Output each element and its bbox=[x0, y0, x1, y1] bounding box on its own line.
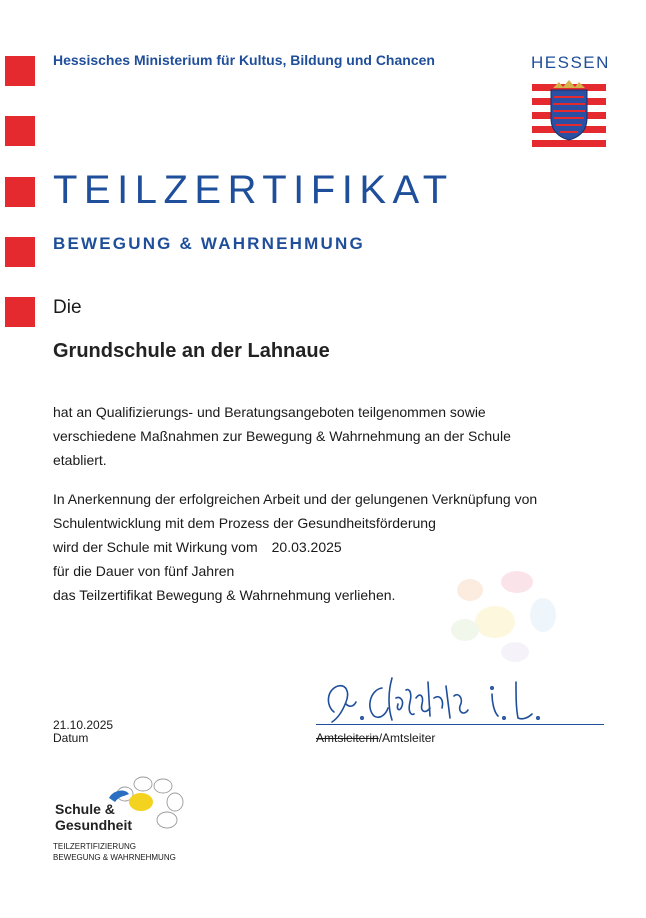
role-separator: / bbox=[378, 731, 383, 745]
decor-square bbox=[5, 237, 35, 267]
decor-square bbox=[5, 56, 35, 86]
state-wordmark: HESSEN bbox=[531, 53, 610, 72]
paragraph-participation bbox=[53, 400, 511, 472]
issue-date: 21.10.2025 bbox=[53, 718, 114, 732]
ministry-name: Hessisches Ministerium für Kultus, Bildung und Chancen bbox=[53, 52, 435, 68]
logo-name-line: Gesundheit bbox=[55, 817, 133, 833]
certificate-title: TEILZERTIFIKAT bbox=[53, 168, 454, 212]
date-label: Datum bbox=[53, 731, 89, 745]
paragraph-line: verschiedene Maßnahmen zur Bewegung & Wahrnehmung an der Schule bbox=[53, 428, 511, 444]
logo-sub-line: BEWEGUNG & WAHRNEHMUNG bbox=[53, 853, 176, 862]
paragraph-line: das Teilzertifikat Bewegung & Wahrnehmung verliehen. bbox=[53, 587, 396, 603]
effective-date: 20.03.2025 bbox=[271, 539, 342, 555]
logo-wordmark bbox=[55, 801, 132, 833]
logo-name-line: Schule & bbox=[55, 801, 115, 817]
certificate-subtitle: BEWEGUNG & WAHRNEHMUNG bbox=[53, 234, 365, 253]
logo-subtitle bbox=[53, 841, 176, 863]
decor-square bbox=[5, 116, 35, 146]
role-label: Amtsleiter bbox=[382, 731, 436, 745]
effective-date-prefix: wird der Schule mit Wirkung vom bbox=[53, 539, 258, 555]
signature-line bbox=[316, 724, 604, 725]
paragraph-line bbox=[53, 535, 537, 559]
logo-sub-line: TEILZERTIFIZIERUNG bbox=[53, 842, 136, 851]
struck-role: Amtsleiterin bbox=[316, 731, 379, 745]
paragraph-line: hat an Qualifizierungs- und Beratungsangeboten teilgenommen sowie bbox=[53, 404, 486, 420]
paragraph-line: Schulentwicklung mit dem Prozess der Gesundheitsförderung bbox=[53, 515, 436, 531]
decor-square bbox=[5, 297, 35, 327]
article-text: Die bbox=[53, 297, 82, 318]
hessen-lion-crest-icon bbox=[532, 78, 606, 150]
paragraph-line: In Anerkennung der erfolgreichen Arbeit und der gelungenen Verknüpfung von bbox=[53, 491, 538, 507]
signatory-role bbox=[316, 731, 435, 745]
paragraph-line: etabliert. bbox=[53, 452, 107, 468]
paragraph-line: für die Dauer von fünf Jahren bbox=[53, 563, 235, 579]
school-name: Grundschule an der Lahnaue bbox=[53, 340, 330, 362]
faint-flower-watermark-icon bbox=[425, 560, 565, 670]
handwritten-signature-icon bbox=[316, 668, 556, 728]
decor-square bbox=[5, 177, 35, 207]
